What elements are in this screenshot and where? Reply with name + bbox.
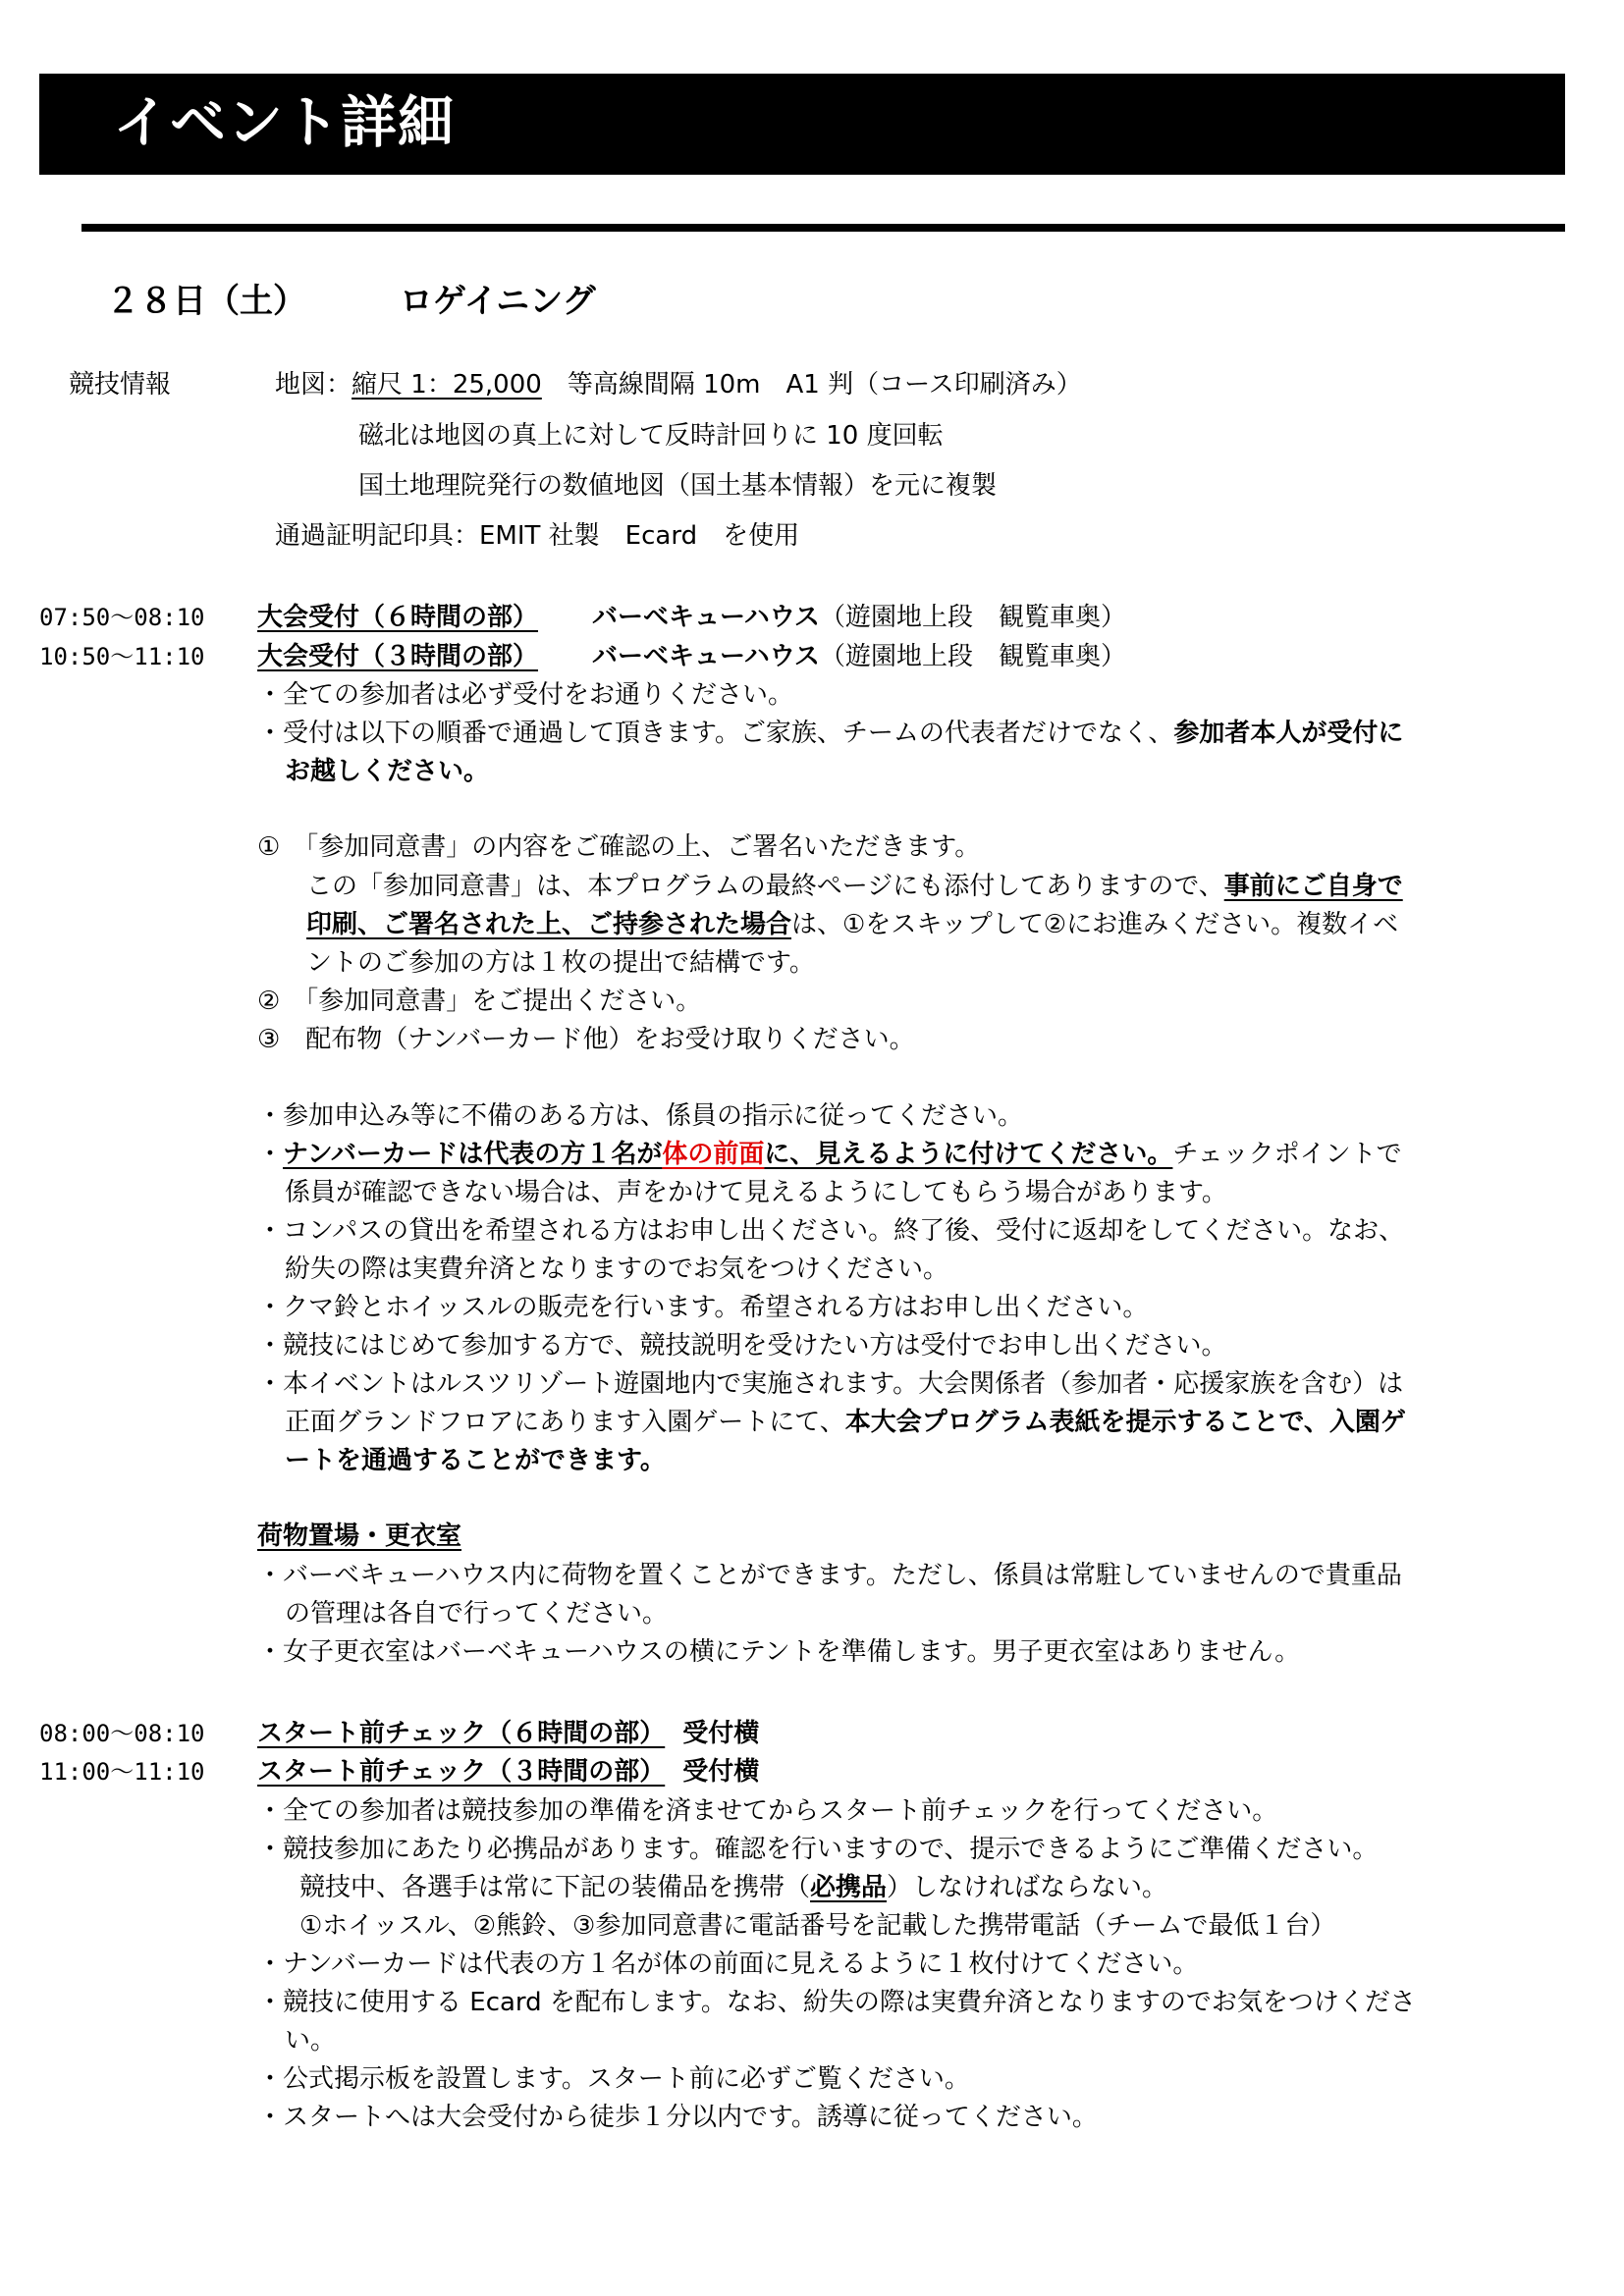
step-1-note <box>306 868 1403 906</box>
start-check-note-5: ・公式掲示板を設置します。スタート前に必ずご覧ください。 <box>257 2064 970 2094</box>
day-date: ２８日（土） <box>106 282 306 321</box>
start-check-heading-6h <box>257 1715 759 1753</box>
note-4: ・クマ鈴とホイッスルの販売を行います。希望される方はお申し出ください。 <box>257 1293 1149 1322</box>
page-title: イベント詳細 <box>113 90 455 155</box>
note-6: ・本イベントはルスツリゾート遊園地内で実施されます。大会関係者（参加者・応援家族を含む）は <box>257 1369 1404 1399</box>
step-1-note-emphasis: 事前にご自身で <box>1223 872 1403 901</box>
step-3: ③ 配布物（ナンバーカード他）をお受け取りください。 <box>257 1025 915 1054</box>
start-check-equipment-list: ①ホイッスル、②熊鈴、③参加同意書に電話番号を記載した携帯電話（チームで最低１台） <box>299 1911 1336 1941</box>
note-2-text: チェックポイントで <box>1172 1140 1402 1169</box>
start-check-heading-3h <box>257 1753 759 1791</box>
header-bar <box>39 74 1565 175</box>
start-check-time-3h: 11:00～11:10 <box>39 1758 205 1786</box>
luggage-note-1: ・バーベキューハウス内に荷物を置くことができます。ただし、係員は常駐していませんので貴重品 <box>257 1561 1402 1590</box>
start-check-required-items: 必携品 <box>810 1873 888 1902</box>
note-6-cont-text: 正面グランドフロアにあります入園ゲートにて、 <box>285 1408 845 1437</box>
luggage-note-2: ・女子更衣室はバーベキューハウスの横にテントを準備します。男子更衣室はありません。 <box>257 1637 1301 1667</box>
reception-time-6h: 07:50～08:10 <box>39 604 205 631</box>
start-check-note-2-cont <box>299 1869 1167 1907</box>
step-1-note-emphasis-2: 印刷、ご署名された上、ご持参された場合 <box>306 910 792 939</box>
map-info-line <box>275 366 1082 404</box>
start-check-title-3h: スタート前チェック（３時間の部） <box>257 1757 666 1787</box>
map-rest: 等高線間隔 10m A1 判（コース印刷済み） <box>541 370 1082 400</box>
start-check-note-4-cont: い。 <box>285 2026 337 2056</box>
reception-place-detail-3h: （遊園地上段 観覧車奥） <box>819 642 1126 671</box>
start-check-note-6: ・スタートへは大会受付から徒歩１分以内です。誘導に従ってください。 <box>257 2103 1098 2132</box>
step-1-note-text-2: は、①をスキップして②にお進みください。複数イベ <box>791 910 1399 939</box>
note-2: ・ナンバーカードは代表の方１名が体の前面に、見えるように付けてください。チェックポイントで <box>257 1140 1402 1169</box>
note-3-cont: 紛失の際は実費弁済となりますのでお気をつけください。 <box>285 1255 949 1284</box>
start-check-note-4: ・競技に使用する Ecard を配布します。なお、紛失の際は実費弁済となりますのでお気をつけくださ <box>257 1988 1416 2017</box>
step-1-note-text: この「参加同意書」は、本プログラムの最終ページにも添付してありますので、 <box>306 872 1224 901</box>
reception-bullet-1: ・全ての参加者は必ず受付をお通りください。 <box>257 680 794 710</box>
note-1: ・参加申込み等に不備のある方は、係員の指示に従ってください。 <box>257 1101 1024 1131</box>
reception-time-3h: 10:50～11:10 <box>39 643 205 670</box>
note-6-cont-emphasis: 本大会プログラム表紙を提示することで、入園ゲ <box>844 1408 1406 1437</box>
divider <box>81 224 1565 232</box>
reception-heading-3h <box>257 638 1126 676</box>
start-check-note-2-cont-tail: ）しなければならない。 <box>887 1873 1168 1902</box>
luggage-note-1-cont: の管理は各自で行ってください。 <box>285 1599 669 1629</box>
start-check-title-6h: スタート前チェック（６時間の部） <box>257 1719 666 1748</box>
reception-place-3h: バーベキューハウス <box>592 642 820 671</box>
reception-bullet-2-emphasis: 参加者本人が受付に <box>1173 719 1404 748</box>
punch-info-line: 通過証明記印具：EMIT 社製 Ecard を使用 <box>275 521 800 551</box>
competition-info-label: 競技情報 <box>69 370 172 400</box>
reception-heading-6h <box>257 599 1126 637</box>
reception-bullet-2 <box>257 715 1403 753</box>
note-2-emphasis-red: 体の前面 <box>662 1140 765 1169</box>
map-info-line-3: 国土地理院発行の数値地図（国土基本情報）を元に複製 <box>358 471 998 501</box>
note-2-cont: 係員が確認できない場合は、声をかけて見えるようにしてもらう場合があります。 <box>285 1178 1227 1207</box>
start-check-place-6h: 受付横 <box>682 1719 760 1748</box>
map-scale: 縮尺 1：25,000 <box>352 370 542 400</box>
luggage-title: 荷物置場・更衣室 <box>257 1522 462 1551</box>
step-2: ② 「参加同意書」をご提出ください。 <box>257 987 702 1016</box>
start-check-place-3h: 受付横 <box>682 1757 760 1787</box>
start-check-time-6h: 08:00～08:10 <box>39 1720 205 1747</box>
start-check-note-2: ・競技参加にあたり必携品があります。確認を行いますので、提示できるようにご準備ください。 <box>257 1835 1379 1864</box>
note-6-cont <box>285 1404 1406 1442</box>
note-2-emphasis-a: ナンバーカードは代表の方１名が <box>283 1140 663 1169</box>
step-1: ① 「参加同意書」の内容をご確認の上、ご署名いただきます。 <box>257 832 981 862</box>
reception-place-detail-6h: （遊園地上段 観覧車奥） <box>819 603 1126 632</box>
day-heading <box>106 272 596 331</box>
start-check-note-2-cont-text: 競技中、各選手は常に下記の装備品を携帯（ <box>299 1873 811 1902</box>
reception-bullet-2-cont: お越しください。 <box>285 757 490 786</box>
start-check-note-3: ・ナンバーカードは代表の方１名が体の前面に見えるように１枚付けてください。 <box>257 1949 1199 1979</box>
note-2-emphasis-c: に、見えるように付けてください。 <box>764 1140 1173 1169</box>
reception-title-3h: 大会受付（３時間の部） <box>257 642 539 671</box>
start-check-note-1: ・全ての参加者は競技参加の準備を済ませてからスタート前チェックを行ってください。 <box>257 1796 1278 1826</box>
reception-title-6h: 大会受付（６時間の部） <box>257 603 539 632</box>
note-5: ・競技にはじめて参加する方で、競技説明を受けたい方は受付でお申し出ください。 <box>257 1331 1227 1361</box>
map-info-line-2: 磁北は地図の真上に対して反時計回りに 10 度回転 <box>358 421 944 451</box>
note-3: ・コンパスの貸出を希望される方はお申し出ください。終了後、受付に返却をしてください。なお、 <box>257 1216 1405 1246</box>
step-1-note-3: ントのご参加の方は１枚の提出で結構です。 <box>306 948 815 978</box>
note-6-cont-2: ートを通過することができます。 <box>285 1446 666 1475</box>
reception-place-6h: バーベキューハウス <box>592 603 820 632</box>
day-event: ロゲイニング <box>400 282 596 321</box>
map-label: 地図： <box>275 370 352 400</box>
step-1-note-2 <box>306 906 1398 944</box>
reception-bullet-2-text: ・受付は以下の順番で通過して頂きます。ご家族、チームの代表者だけでなく、 <box>257 719 1174 748</box>
